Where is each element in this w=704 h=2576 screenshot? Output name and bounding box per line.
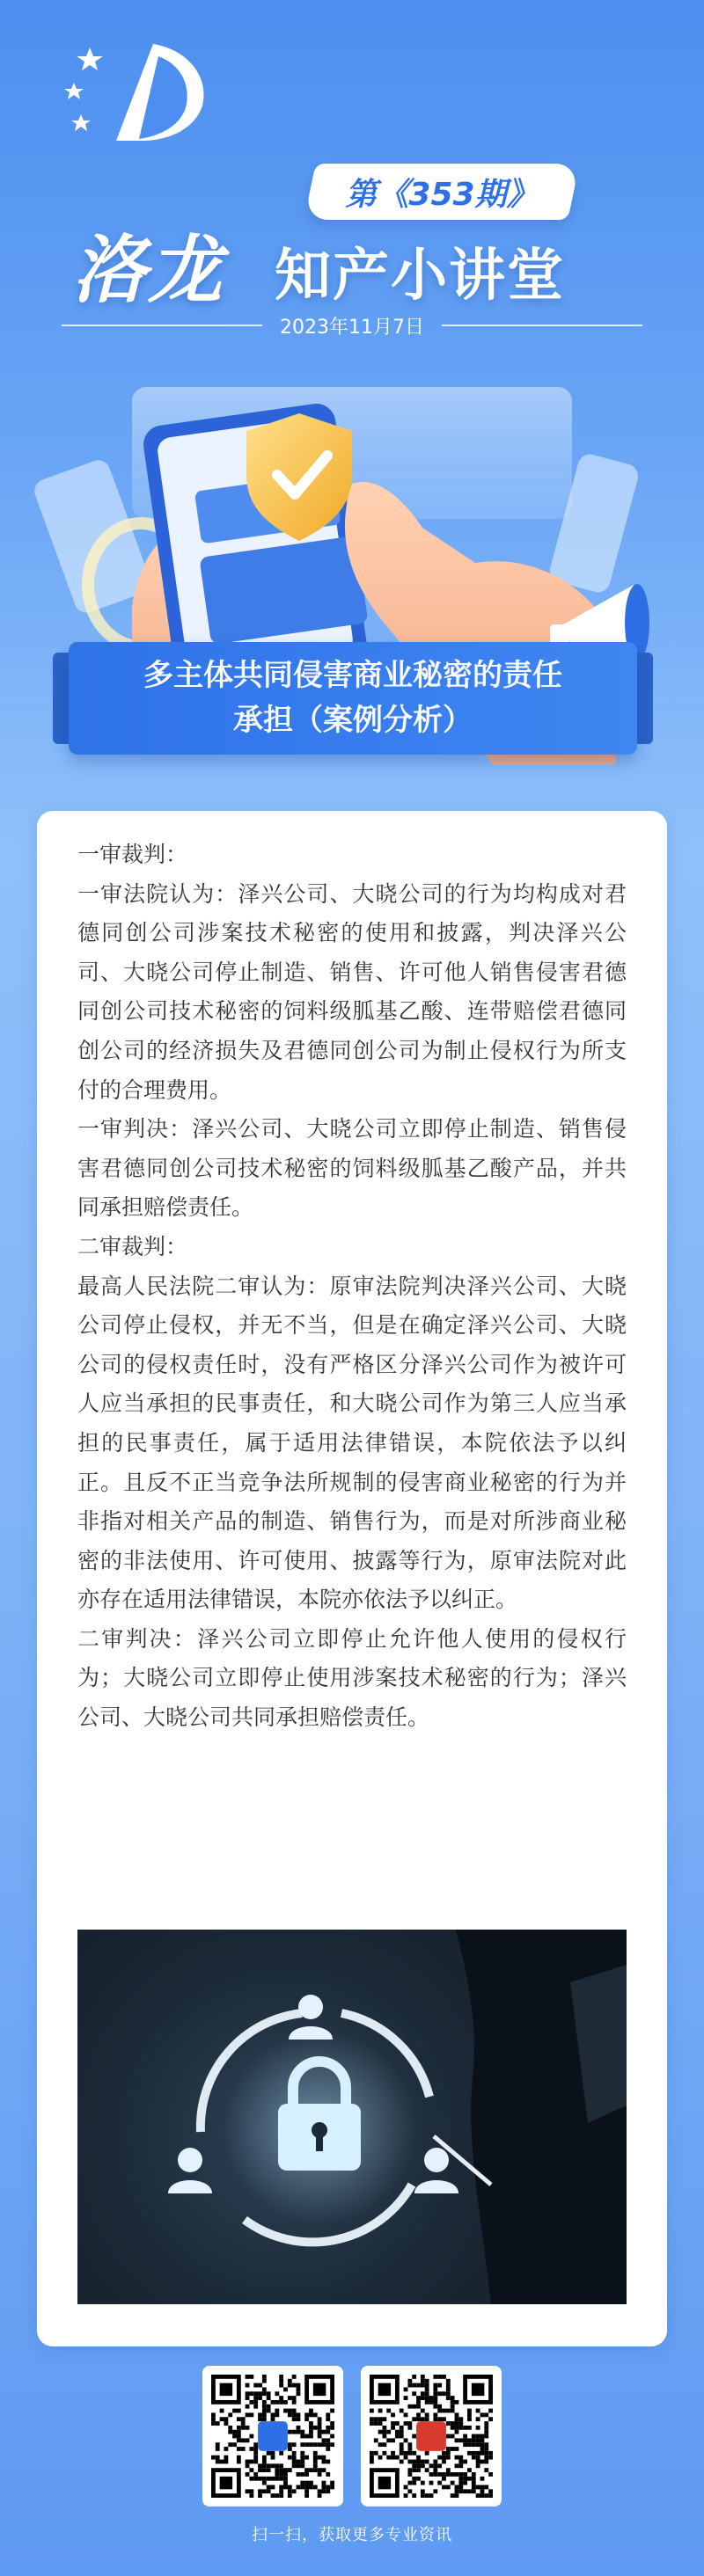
qr-code-icon [211, 2375, 334, 2498]
topic-title-line1: 多主体共同侵害商业秘密的责任 [143, 658, 562, 693]
qr-code-icon [370, 2375, 493, 2498]
wechat-qr-code[interactable] [202, 2366, 343, 2507]
scan-prompt: 扫一扫，获取更多专业资讯 [252, 2526, 452, 2544]
section-heading-second-instance: 二审裁判： [77, 1233, 188, 1259]
section-heading-first-instance: 一审裁判： [77, 842, 188, 867]
paragraph-second-instance-opinion: 最高人民法院二审认为：原审法院判决泽兴公司、大晓公司停止侵权，并无不当，但是在确定泽兴公司、大晓公司的侵权责任时，没有严格区分泽兴公司作为被许可人应当承担的民事责任，和大晓公司作为第三人应当承担的民事责任，属于适用法律错误，本院依法予以纠正。且反不正当竞争法所规制的侵害商业秘密的行为并非指对相关产品的制造、销售行为，而是对所涉商业秘密的非法使用、许可使用、披露等行为，原审法院对此亦存在适用法律错误，本院亦依法予以纠正。 [77, 1273, 627, 1613]
brand-title: 洛龙 [72, 227, 224, 313]
article-card [37, 811, 667, 2346]
lock-network-illustration [77, 1930, 627, 2304]
divider-right [442, 325, 642, 326]
topic-title [143, 653, 562, 743]
security-lock-photo [77, 1930, 627, 2304]
court-logo-icon [55, 37, 213, 151]
issue-number: 第《353期》 [345, 176, 539, 213]
divider-left [62, 325, 262, 326]
topic-title-line2: 承担（案例分析） [233, 703, 473, 738]
paragraph-second-instance-judgment: 二审判决：泽兴公司立即停止允许他人使用的侵权行为；大晓公司立即停止使用涉案技术秘密的行为；泽兴公司、大晓公司共同承担赔偿责任。 [77, 1625, 627, 1731]
topic-banner [69, 642, 637, 755]
publish-date: 2023年11月7日 [280, 316, 424, 339]
paragraph-first-instance-judgment: 一审判决：泽兴公司、大晓公司立即停止制造、销售侵害君德同创公司技术秘密的饲料级胍基乙酸产品，并共同承担赔偿责任。 [77, 1116, 627, 1221]
date-row [62, 311, 642, 339]
series-title: 知产小讲堂 [275, 244, 565, 309]
paragraph-first-instance-opinion: 一审法院认为：泽兴公司、大晓公司的行为均构成对君德同创公司涉案技术秘密的使用和披露，判决泽兴公司、大晓公司停止制造、销售、许可他人销售侵害君德同创公司技术秘密的饲料级胍基乙酸、连带赔偿君德同创公司的经济损失及君德同创公司为制止侵权行为所支付的合理费用。 [77, 880, 627, 1103]
mini-program-qr-code[interactable] [361, 2366, 502, 2507]
